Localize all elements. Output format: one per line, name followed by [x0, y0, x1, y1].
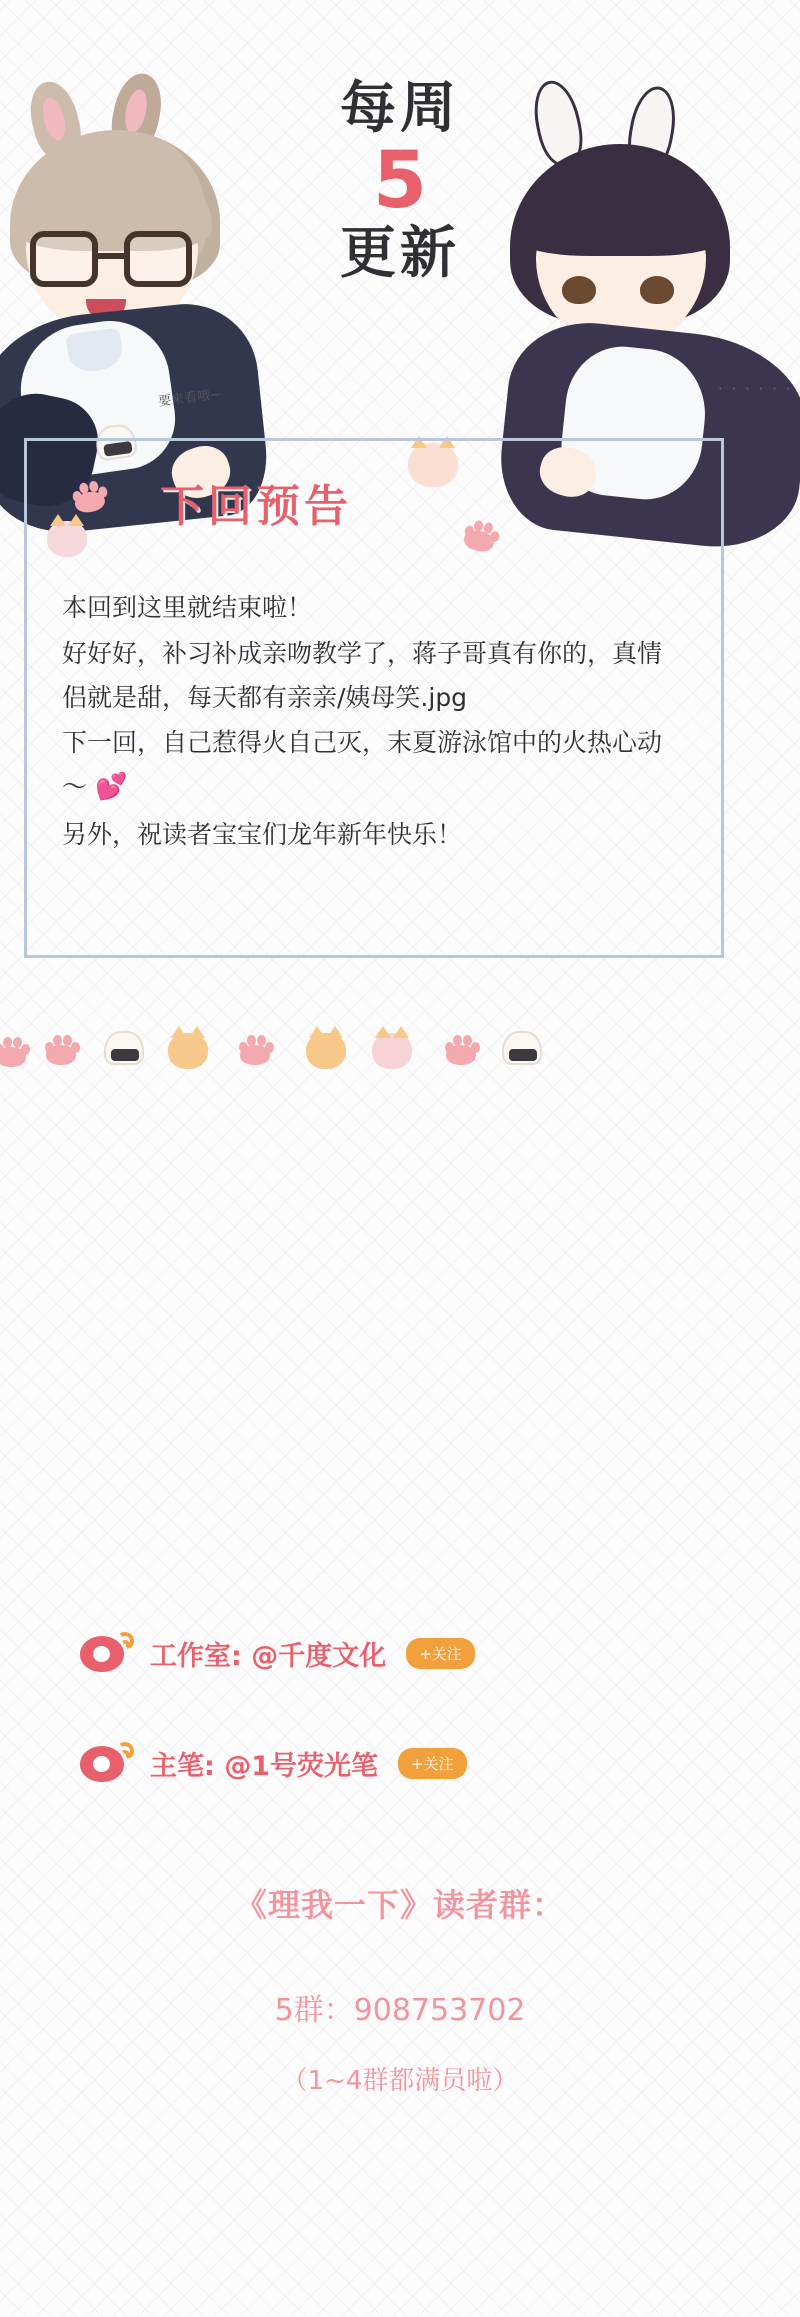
weibo-icon	[80, 1630, 132, 1676]
preview-paragraph-3	[62, 721, 682, 810]
studio-handle-label: 工作室: @千度文化	[150, 1640, 387, 1672]
paw-sticker	[238, 1035, 272, 1065]
paw-sticker	[44, 1035, 78, 1065]
right-character-eye-right	[640, 276, 674, 304]
right-character-eye-left	[562, 276, 596, 304]
preview-paragraph-2: 好好好，补习补成亲吻教学了，蒋子哥真有你的，真情侣就是甜，每天都有亲亲/姨母笑.jpg	[62, 638, 663, 712]
preview-body	[62, 586, 682, 858]
cat-face-sticker	[306, 1033, 346, 1069]
cat-face-sticker	[168, 1033, 208, 1069]
preview-paragraph-1: 本回到这里就结束啦！	[62, 593, 313, 622]
reader-group-number: 5群：908753702	[274, 1993, 526, 2028]
paw-sticker	[0, 1037, 28, 1067]
follow-button-studio[interactable]: +关注	[406, 1638, 475, 1669]
weekly-day-number: 5	[372, 135, 428, 226]
preview-paragraph-4: 另外，祝读者宝宝们龙年新年快乐！	[62, 819, 463, 849]
social-row-author[interactable]	[80, 1740, 467, 1786]
sticker-strip	[0, 1015, 800, 1085]
weekly-label-top: 每周	[340, 76, 460, 141]
follow-button-author[interactable]: +关注	[398, 1748, 467, 1779]
preview-title: 下回预告	[160, 481, 352, 532]
heart-icon: 💕	[94, 772, 130, 802]
paw-sticker	[444, 1035, 478, 1065]
weibo-icon	[80, 1740, 132, 1786]
social-row-studio[interactable]	[80, 1630, 475, 1676]
preview-paragraph-3-text: 下一回，自己惹得火自己灭，末夏游泳馆中的火热心动～	[62, 728, 663, 801]
right-character-ellipsis-text: · · · · · ·	[718, 380, 793, 398]
onigiri-sticker	[502, 1031, 542, 1065]
glasses-icon	[30, 231, 192, 287]
left-character-speech-text: 要来看哦~	[157, 387, 222, 410]
onigiri-sticker	[104, 1031, 144, 1065]
reader-group-title: 《理我一下》读者群：	[234, 1886, 565, 1924]
weekly-label-bottom: 更新	[340, 220, 460, 286]
reader-group-note: （1~4群都满员啦）	[281, 2066, 519, 2096]
weekly-update-banner	[300, 76, 500, 286]
cat-face-sticker	[372, 1033, 412, 1069]
author-handle-label: 主笔: @1号荧光笔	[150, 1750, 378, 1782]
